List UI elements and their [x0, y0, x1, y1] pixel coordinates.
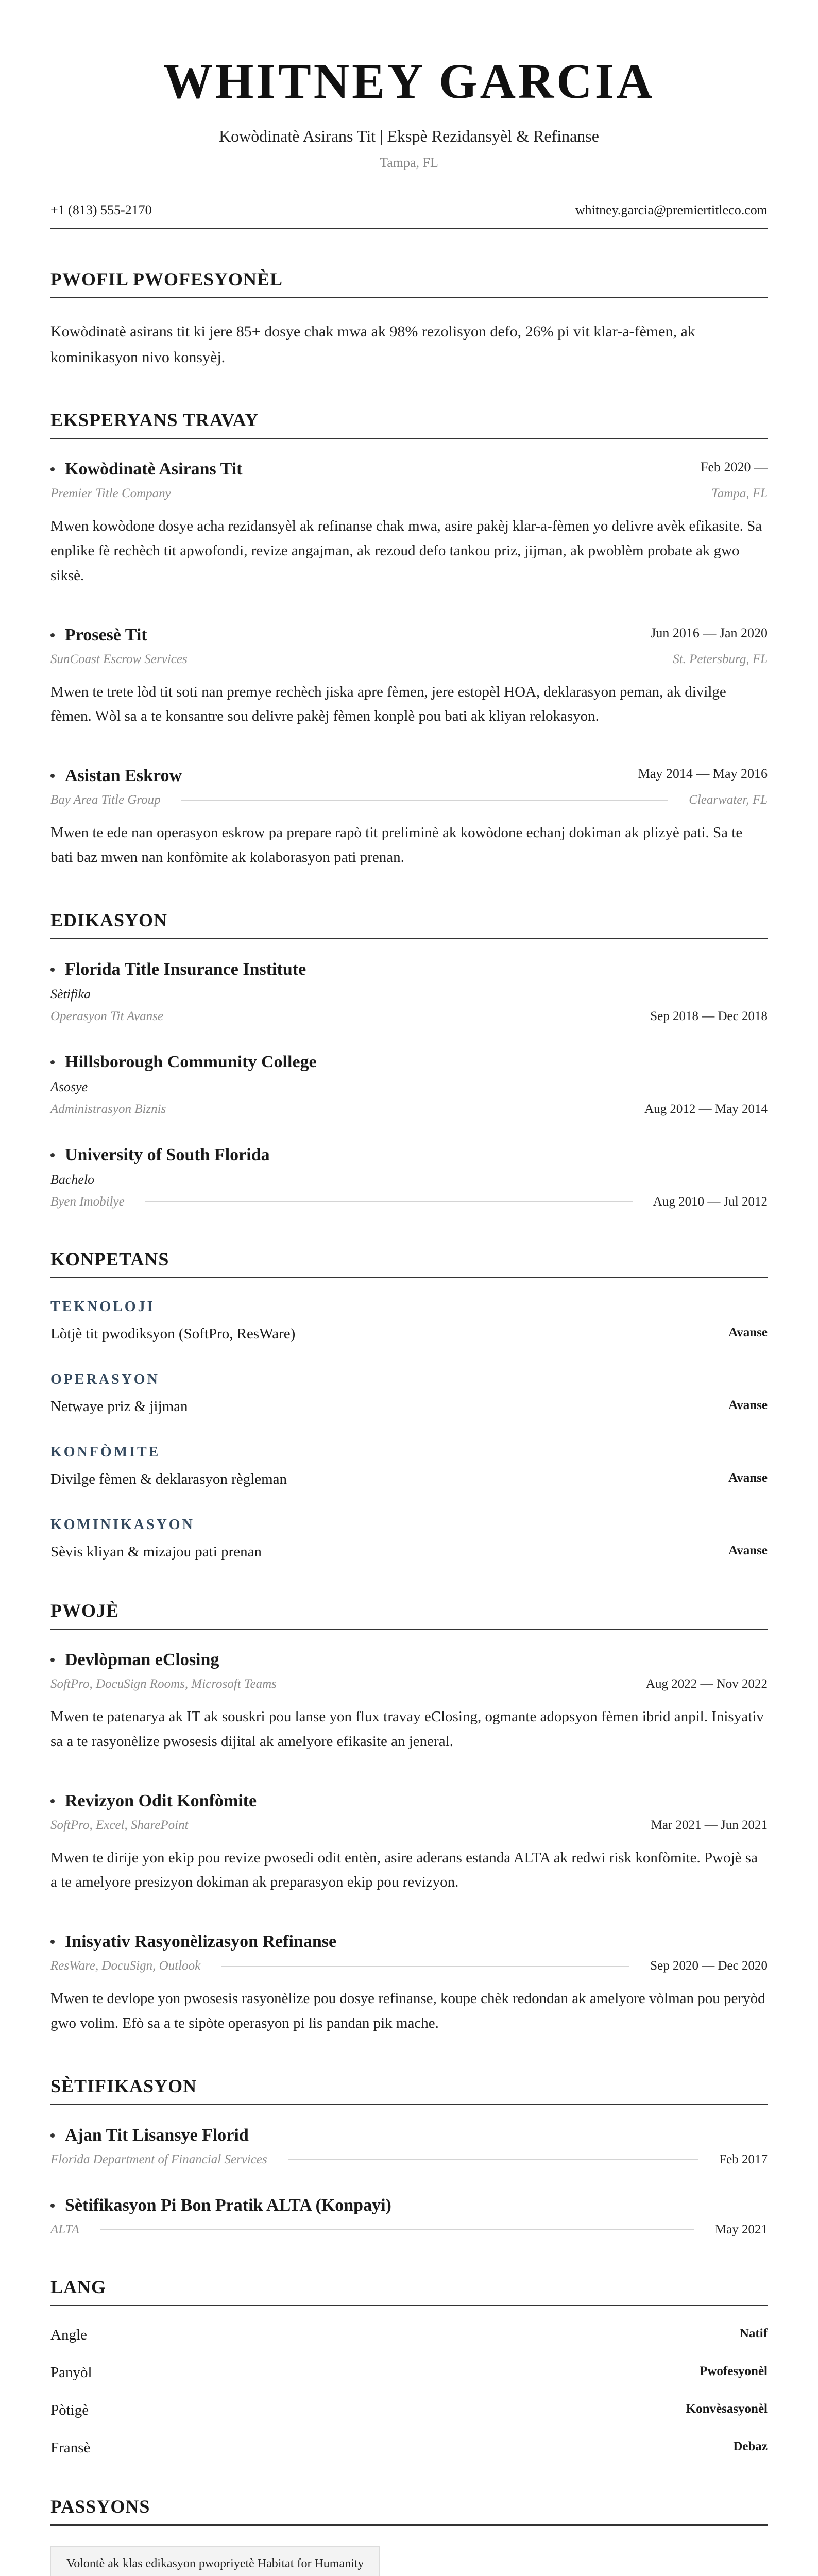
- education-section: [50, 909, 768, 1209]
- phone-number[interactable]: +1 (813) 555-2170: [50, 202, 152, 217]
- language-level: Natif: [739, 2326, 768, 2341]
- experience-entry: [50, 625, 768, 730]
- candidate-name: WHITNEY GARCIA: [163, 54, 655, 109]
- project-description: Mwen te patenarya ak IT ak souskri pou lanse yon flux travay eClosing, ogmante adopsyon fèmen ibrid anpil. Inisyativ sa a te rasyonèlize pwosesis dijital ak amelyore efikasite an jeneral.: [50, 1708, 764, 1750]
- language-name: Angle: [50, 2326, 87, 2343]
- language-row: [50, 2364, 768, 2381]
- divider: [100, 2229, 694, 2230]
- bullet-icon: [50, 774, 55, 778]
- languages-section: [50, 2276, 768, 2456]
- certification-issuer: Florida Department of Financial Services: [50, 2152, 267, 2166]
- project-name: Revizyon Odit Konfòmite: [65, 1791, 257, 1810]
- project-description: Mwen te dirije yon ekip pou revize pwosedi odit entèn, asire aderans estanda ALTA ak redwi risk konfòmite. Pwojè sa a te amelyore presizyon dokiman ak preparasyon ekip pou revizyon.: [50, 1849, 758, 1891]
- projects-section: [50, 1600, 768, 2036]
- language-name: Panyòl: [50, 2364, 92, 2381]
- skill-group: [50, 1517, 768, 1561]
- education-entry: [50, 960, 768, 1024]
- skill-name: Sèvis kliyan & mizajou pati prenan: [50, 1543, 262, 1560]
- certification-issuer: ALTA: [50, 2222, 79, 2236]
- section-title: PASSYONS: [50, 2496, 768, 2526]
- certifications-section: [50, 2075, 768, 2237]
- skill-level: Avanse: [728, 1543, 768, 1557]
- skill-category: OPERASYON: [50, 1371, 160, 1387]
- certification-date: Feb 2017: [719, 2152, 768, 2166]
- skill-category: TEKNOLOJI: [50, 1298, 155, 1315]
- job-location: Tampa, FL: [711, 486, 768, 500]
- language-name: Fransè: [50, 2439, 91, 2456]
- bullet-icon: [50, 1153, 55, 1157]
- project-description: Mwen te devlope yon pwosesis rasyonèlize pou dosye refinanse, koupe chèk redondan ak amelyore vòlman pou peryòd gwo volim. Efò sa a te sipòte operasyon pi lis pandan pik mache.: [50, 1990, 765, 2032]
- company-name: SunCoast Escrow Services: [50, 652, 188, 666]
- language-row: [50, 2439, 768, 2456]
- candidate-location: Tampa, FL: [380, 155, 438, 170]
- job-title: Asistan Eskrow: [65, 766, 182, 786]
- project-entry: [50, 1650, 768, 1754]
- project-tools: SoftPro, Excel, SharePoint: [50, 1818, 189, 1832]
- experience-section: [50, 409, 768, 870]
- certification-entry: [50, 2196, 768, 2237]
- skill-group: [50, 1444, 768, 1488]
- section-title: LANG: [50, 2276, 768, 2306]
- skill-category: KOMINIKASYON: [50, 1516, 195, 1533]
- project-entry: [50, 1932, 768, 2036]
- section-title: PWOJÈ: [50, 1600, 768, 1630]
- job-title: Prosesè Tit: [65, 625, 147, 645]
- field-of-study: Administrasyon Biznis: [50, 1101, 166, 1116]
- divider: [145, 1201, 633, 1202]
- language-level: Debaz: [733, 2439, 768, 2453]
- school-name: Florida Title Insurance Institute: [65, 959, 306, 979]
- skill-name: Divilge fèmen & deklarasyon règleman: [50, 1470, 287, 1487]
- section-title: PWOFIL PWOFESYONÈL: [50, 268, 768, 298]
- company-name: Premier Title Company: [50, 486, 171, 500]
- divider: [181, 800, 669, 801]
- project-tools: ResWare, DocuSign, Outlook: [50, 1959, 201, 1973]
- project-dates: Mar 2021 — Jun 2021: [651, 1818, 768, 1832]
- job-title: Kowòdinatè Asirans Tit: [65, 460, 243, 479]
- candidate-headline: Kowòdinatè Asirans Tit | Ekspè Rezidansyèl & Refinanse: [219, 127, 599, 145]
- email-address[interactable]: whitney.garcia@premiertitleco.com: [575, 202, 768, 217]
- project-entry: [50, 1791, 768, 1895]
- degree-type: Asosye: [50, 1079, 88, 1094]
- profile-summary: Kowòdinatè asirans tit ki jere 85+ dosye chak mwa ak 98% rezolisyon defo, 26% pi vit klar-a-fèmen, ak kominikasyon nivo konsyèj.: [50, 323, 695, 366]
- field-of-study: Operasyon Tit Avanse: [50, 1009, 163, 1023]
- skill-category: KONFÒMITE: [50, 1444, 161, 1460]
- interest-tags: [50, 2546, 768, 2576]
- section-title: EDIKASYON: [50, 909, 768, 939]
- resume-header: [50, 54, 768, 229]
- school-name: Hillsborough Community College: [65, 1052, 317, 1072]
- education-dates: Aug 2010 — Jul 2012: [653, 1194, 768, 1209]
- company-name: Bay Area Title Group: [50, 793, 161, 807]
- skill-level: Avanse: [728, 1398, 768, 1412]
- skills-section: [50, 1248, 768, 1561]
- certification-name: Sètifikasyon Pi Bon Pratik ALTA (Konpayi): [65, 2195, 391, 2215]
- certification-entry: [50, 2126, 768, 2167]
- language-name: Pòtigè: [50, 2401, 89, 2418]
- bullet-icon: [50, 1658, 55, 1662]
- bullet-icon: [50, 1799, 55, 1803]
- skill-level: Avanse: [728, 1325, 768, 1340]
- language-row: [50, 2327, 768, 2344]
- language-level: Pwofesyonèl: [700, 2364, 768, 2378]
- contact-row: [50, 202, 768, 229]
- project-dates: Aug 2022 — Nov 2022: [645, 1676, 768, 1691]
- bullet-icon: [50, 2133, 55, 2138]
- education-entry: [50, 1053, 768, 1116]
- certification-name: Ajan Tit Lisansye Florid: [65, 2125, 249, 2145]
- bullet-icon: [50, 1940, 55, 1944]
- skill-group: [50, 1299, 768, 1343]
- bullet-icon: [50, 968, 55, 972]
- section-title: SÈTIFIKASYON: [50, 2075, 768, 2105]
- bullet-icon: [50, 1060, 55, 1064]
- job-description: Mwen kowòdone dosye acha rezidansyèl ak refinanse chak mwa, asire pakèj klar-a-fèmen yo delivre avèk efikasite. Sa enplike fè rechèch tit apwofondi, revize angajman, ak rezoud defo tankou priz, jijman, ak pwoblèm probate ak gwo siksè.: [50, 518, 762, 584]
- job-description: Mwen te trete lòd tit soti nan premye rechèch jiska apre fèmen, jere estopèl HOA, deklarasyon peman, ak divilge fèmen. Wòl sa a te konsantre sou delivre pakèj fèmen konplè pou bati ak kliyan relokasyon.: [50, 683, 726, 725]
- job-location: St. Petersburg, FL: [673, 652, 768, 666]
- job-description: Mwen te ede nan operasyon eskrow pa prepare rapò tit preliminè ak kowòdone echanj dokiman ak plizyè pati. Sa te bati baz mwen nan konfòmite ak kolaborasyon pati prenan.: [50, 824, 743, 866]
- project-name: Devlòpman eClosing: [65, 1650, 219, 1669]
- divider: [288, 2159, 698, 2160]
- section-title: KONPETANS: [50, 1248, 768, 1278]
- education-entry: [50, 1145, 768, 1209]
- job-location: Clearwater, FL: [689, 793, 768, 807]
- school-name: University of South Florida: [65, 1145, 270, 1164]
- degree-type: Sètifika: [50, 986, 91, 1002]
- bullet-icon: [50, 2204, 55, 2208]
- experience-entry: [50, 766, 768, 870]
- skill-group: [50, 1371, 768, 1415]
- bullet-icon: [50, 467, 55, 471]
- project-dates: Sep 2020 — Dec 2020: [650, 1959, 768, 1973]
- interests-section: [50, 2496, 768, 2576]
- divider: [221, 1966, 629, 1967]
- interest-tag: Volontè ak klas edikasyon pwopriyetè Habitat for Humanity: [50, 2546, 380, 2576]
- field-of-study: Byen Imobilye: [50, 1194, 125, 1209]
- bullet-icon: [50, 633, 55, 637]
- skill-name: Netwaye priz & jijman: [50, 1398, 188, 1415]
- project-name: Inisyativ Rasyonèlizasyon Refinanse: [65, 1932, 337, 1952]
- experience-entry: [50, 460, 768, 588]
- job-dates: Jun 2016 — Jan 2020: [651, 625, 768, 640]
- language-row: [50, 2402, 768, 2419]
- degree-type: Bachelo: [50, 1172, 95, 1187]
- education-dates: Aug 2012 — May 2014: [644, 1101, 768, 1116]
- job-dates: Feb 2020 —: [701, 460, 768, 474]
- education-dates: Sep 2018 — Dec 2018: [650, 1009, 768, 1023]
- section-title: EKSPERYANS TRAVAY: [50, 409, 768, 439]
- skill-name: Lòtjè tit pwodiksyon (SoftPro, ResWare): [50, 1325, 296, 1342]
- profile-section: [50, 268, 768, 370]
- language-level: Konvèsasyonèl: [686, 2401, 768, 2416]
- skill-level: Avanse: [728, 1470, 768, 1485]
- job-dates: May 2014 — May 2016: [638, 766, 768, 782]
- project-tools: SoftPro, DocuSign Rooms, Microsoft Teams: [50, 1676, 277, 1691]
- certification-date: May 2021: [714, 2222, 768, 2236]
